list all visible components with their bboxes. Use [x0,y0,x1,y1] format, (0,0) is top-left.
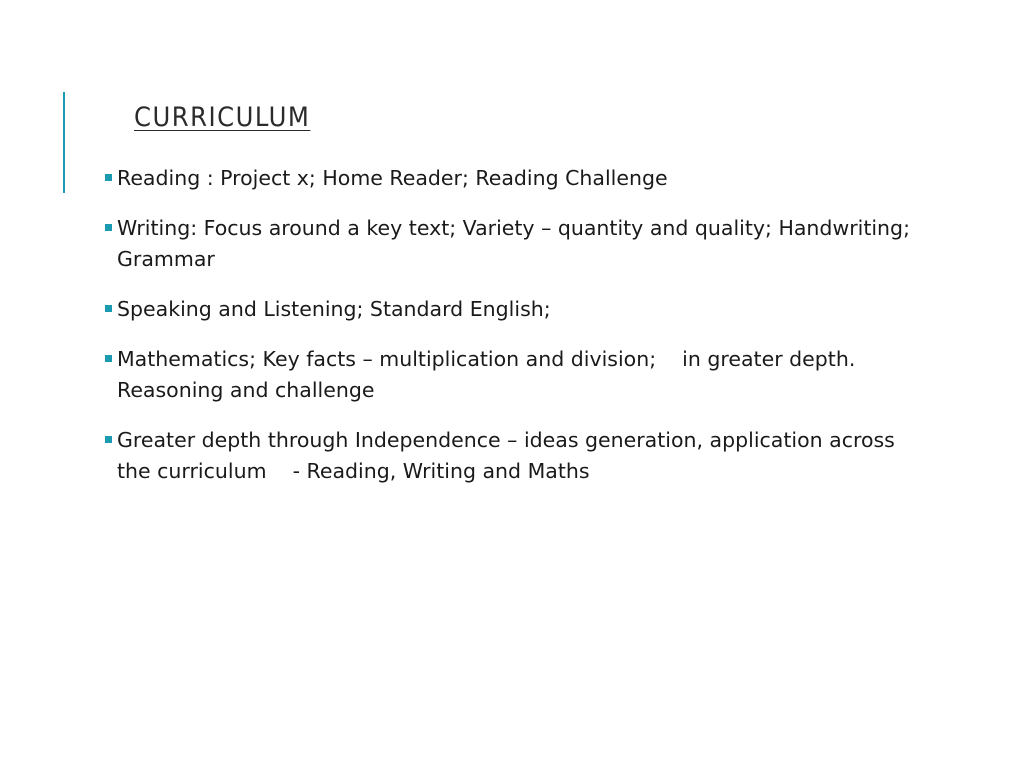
square-bullet-icon [105,305,112,312]
bullet-list [104,163,934,506]
list-item [104,344,934,406]
bullet-text: Reading : Project x; Home Reader; Reading Challenge [117,166,668,190]
bullet-text: Speaking and Listening; Standard English; [117,297,551,321]
list-item [104,425,934,487]
bullet-text: Greater depth through Independence – ideas generation, application across the curriculum - Reading, Writing and Maths [117,428,902,483]
accent-bar [63,92,65,193]
square-bullet-icon [105,174,112,181]
square-bullet-icon [105,436,112,443]
square-bullet-icon [105,224,112,231]
bullet-text: Writing: Focus around a key text; Variety – quantity and quality; Handwriting; Grammar [117,216,917,271]
list-item [104,213,934,275]
bullet-text: Mathematics; Key facts – multiplication and division; in greater depth. Reasoning and challenge [117,347,862,402]
list-item [104,163,934,194]
list-item [104,294,934,325]
slide-title: CURRICULUM [134,102,311,133]
square-bullet-icon [105,355,112,362]
